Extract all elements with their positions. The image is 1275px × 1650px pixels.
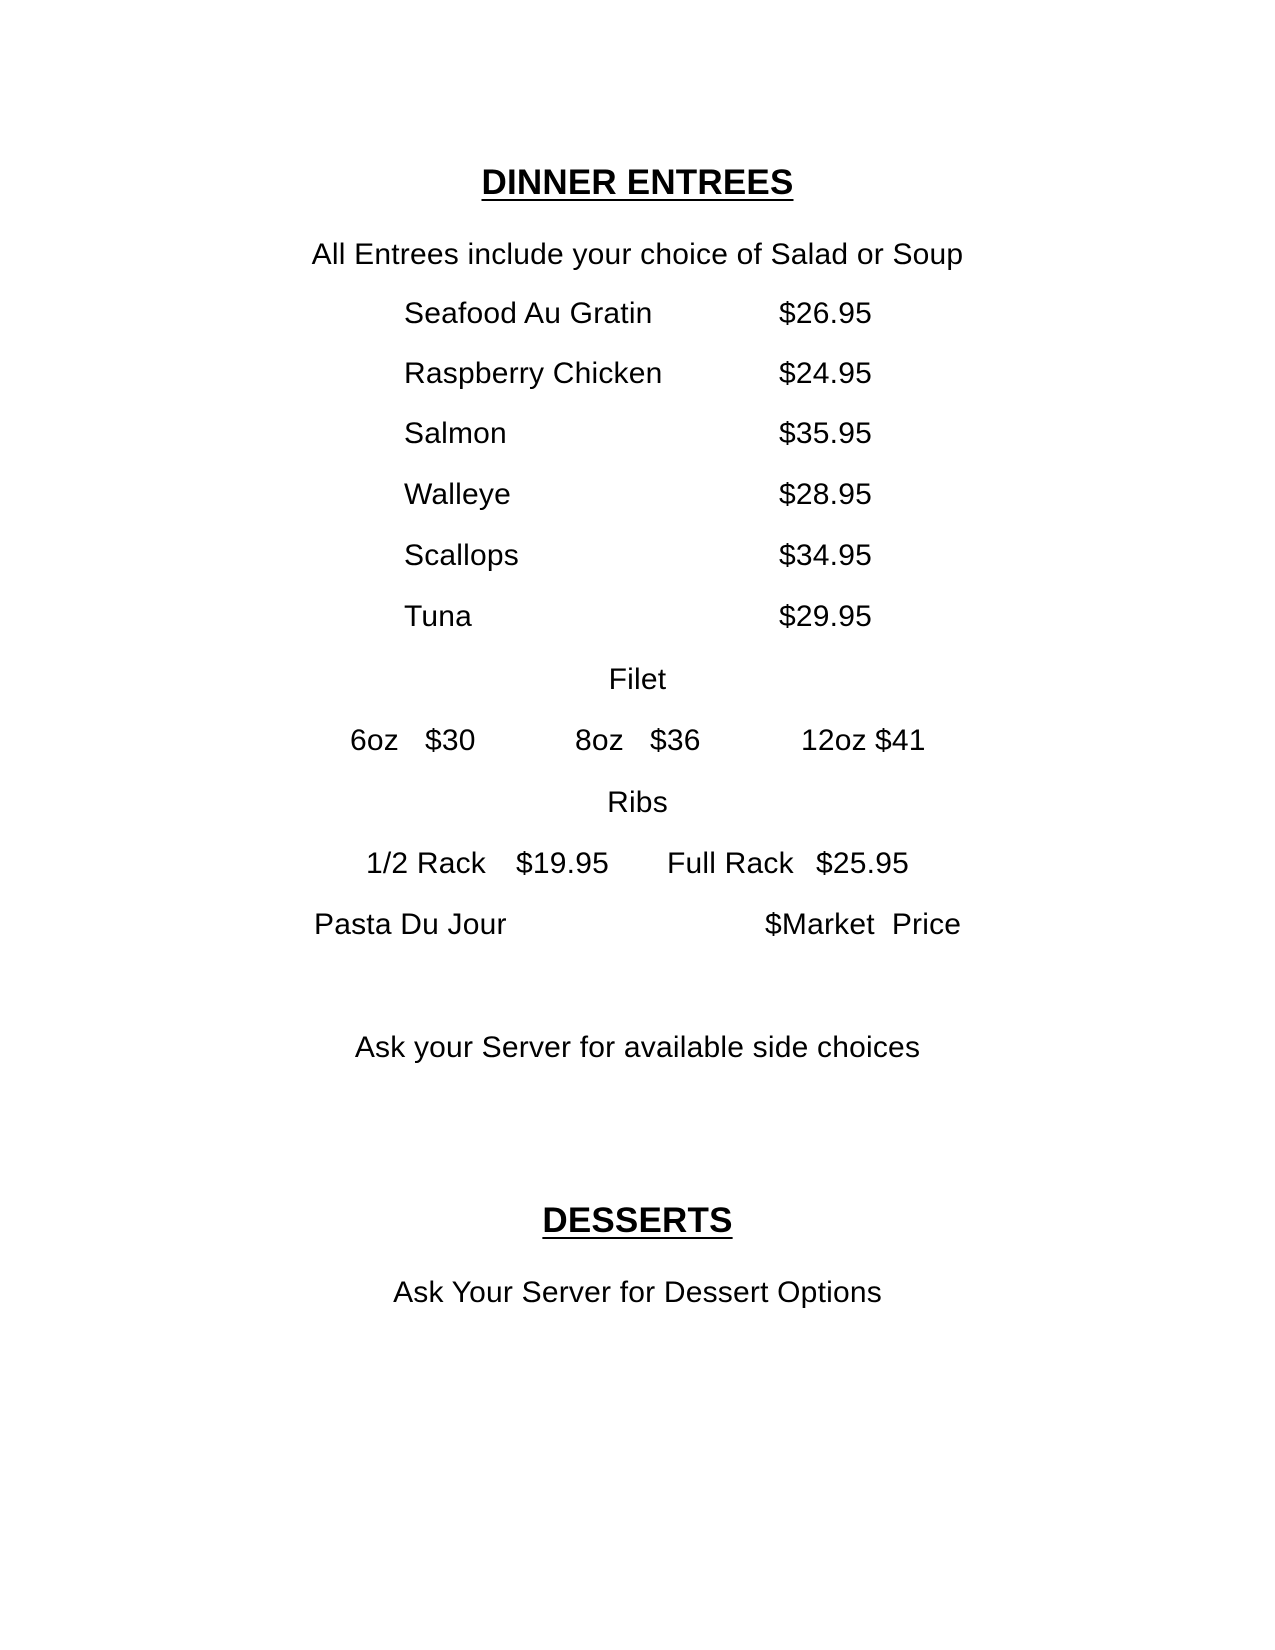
entrees-subheading: All Entrees include your choice of Salad or Soup bbox=[311, 238, 964, 271]
filet-size: 6oz bbox=[350, 724, 399, 757]
ribs-size: 1/2 Rack bbox=[366, 847, 486, 880]
entree-item-price: $34.95 bbox=[779, 539, 872, 572]
entree-item-price: $26.95 bbox=[779, 297, 872, 330]
entree-item-name: Salmon bbox=[404, 417, 507, 450]
entree-item-price: $28.95 bbox=[779, 478, 872, 511]
filet-size: 8oz bbox=[575, 724, 624, 757]
entree-item-name: Walleye bbox=[404, 478, 511, 511]
filet-price: $36 bbox=[650, 724, 701, 757]
filet-price: $41 bbox=[875, 724, 926, 757]
filet-size: 12oz bbox=[801, 724, 867, 757]
pasta-name: Pasta Du Jour bbox=[314, 908, 507, 941]
desserts-heading: DESSERTS bbox=[542, 1201, 733, 1240]
ribs-label: Ribs bbox=[607, 786, 668, 819]
entree-item-name: Scallops bbox=[404, 539, 519, 572]
entree-item-name: Seafood Au Gratin bbox=[404, 297, 653, 330]
pasta-price: $Market Price bbox=[765, 908, 962, 941]
filet-label: Filet bbox=[608, 663, 667, 696]
ribs-price: $25.95 bbox=[816, 847, 909, 880]
ribs-price: $19.95 bbox=[516, 847, 609, 880]
filet-price: $30 bbox=[425, 724, 476, 757]
entree-item-name: Tuna bbox=[404, 600, 473, 633]
sides-note: Ask your Server for available side choices bbox=[354, 1031, 921, 1064]
ribs-size: Full Rack bbox=[667, 847, 794, 880]
entree-item-price: $35.95 bbox=[779, 417, 872, 450]
desserts-note: Ask Your Server for Dessert Options bbox=[393, 1276, 882, 1309]
entree-item-price: $29.95 bbox=[779, 600, 872, 633]
entree-item-price: $24.95 bbox=[779, 357, 872, 390]
entrees-heading: DINNER ENTREES bbox=[481, 163, 794, 202]
entree-item-name: Raspberry Chicken bbox=[404, 357, 663, 390]
